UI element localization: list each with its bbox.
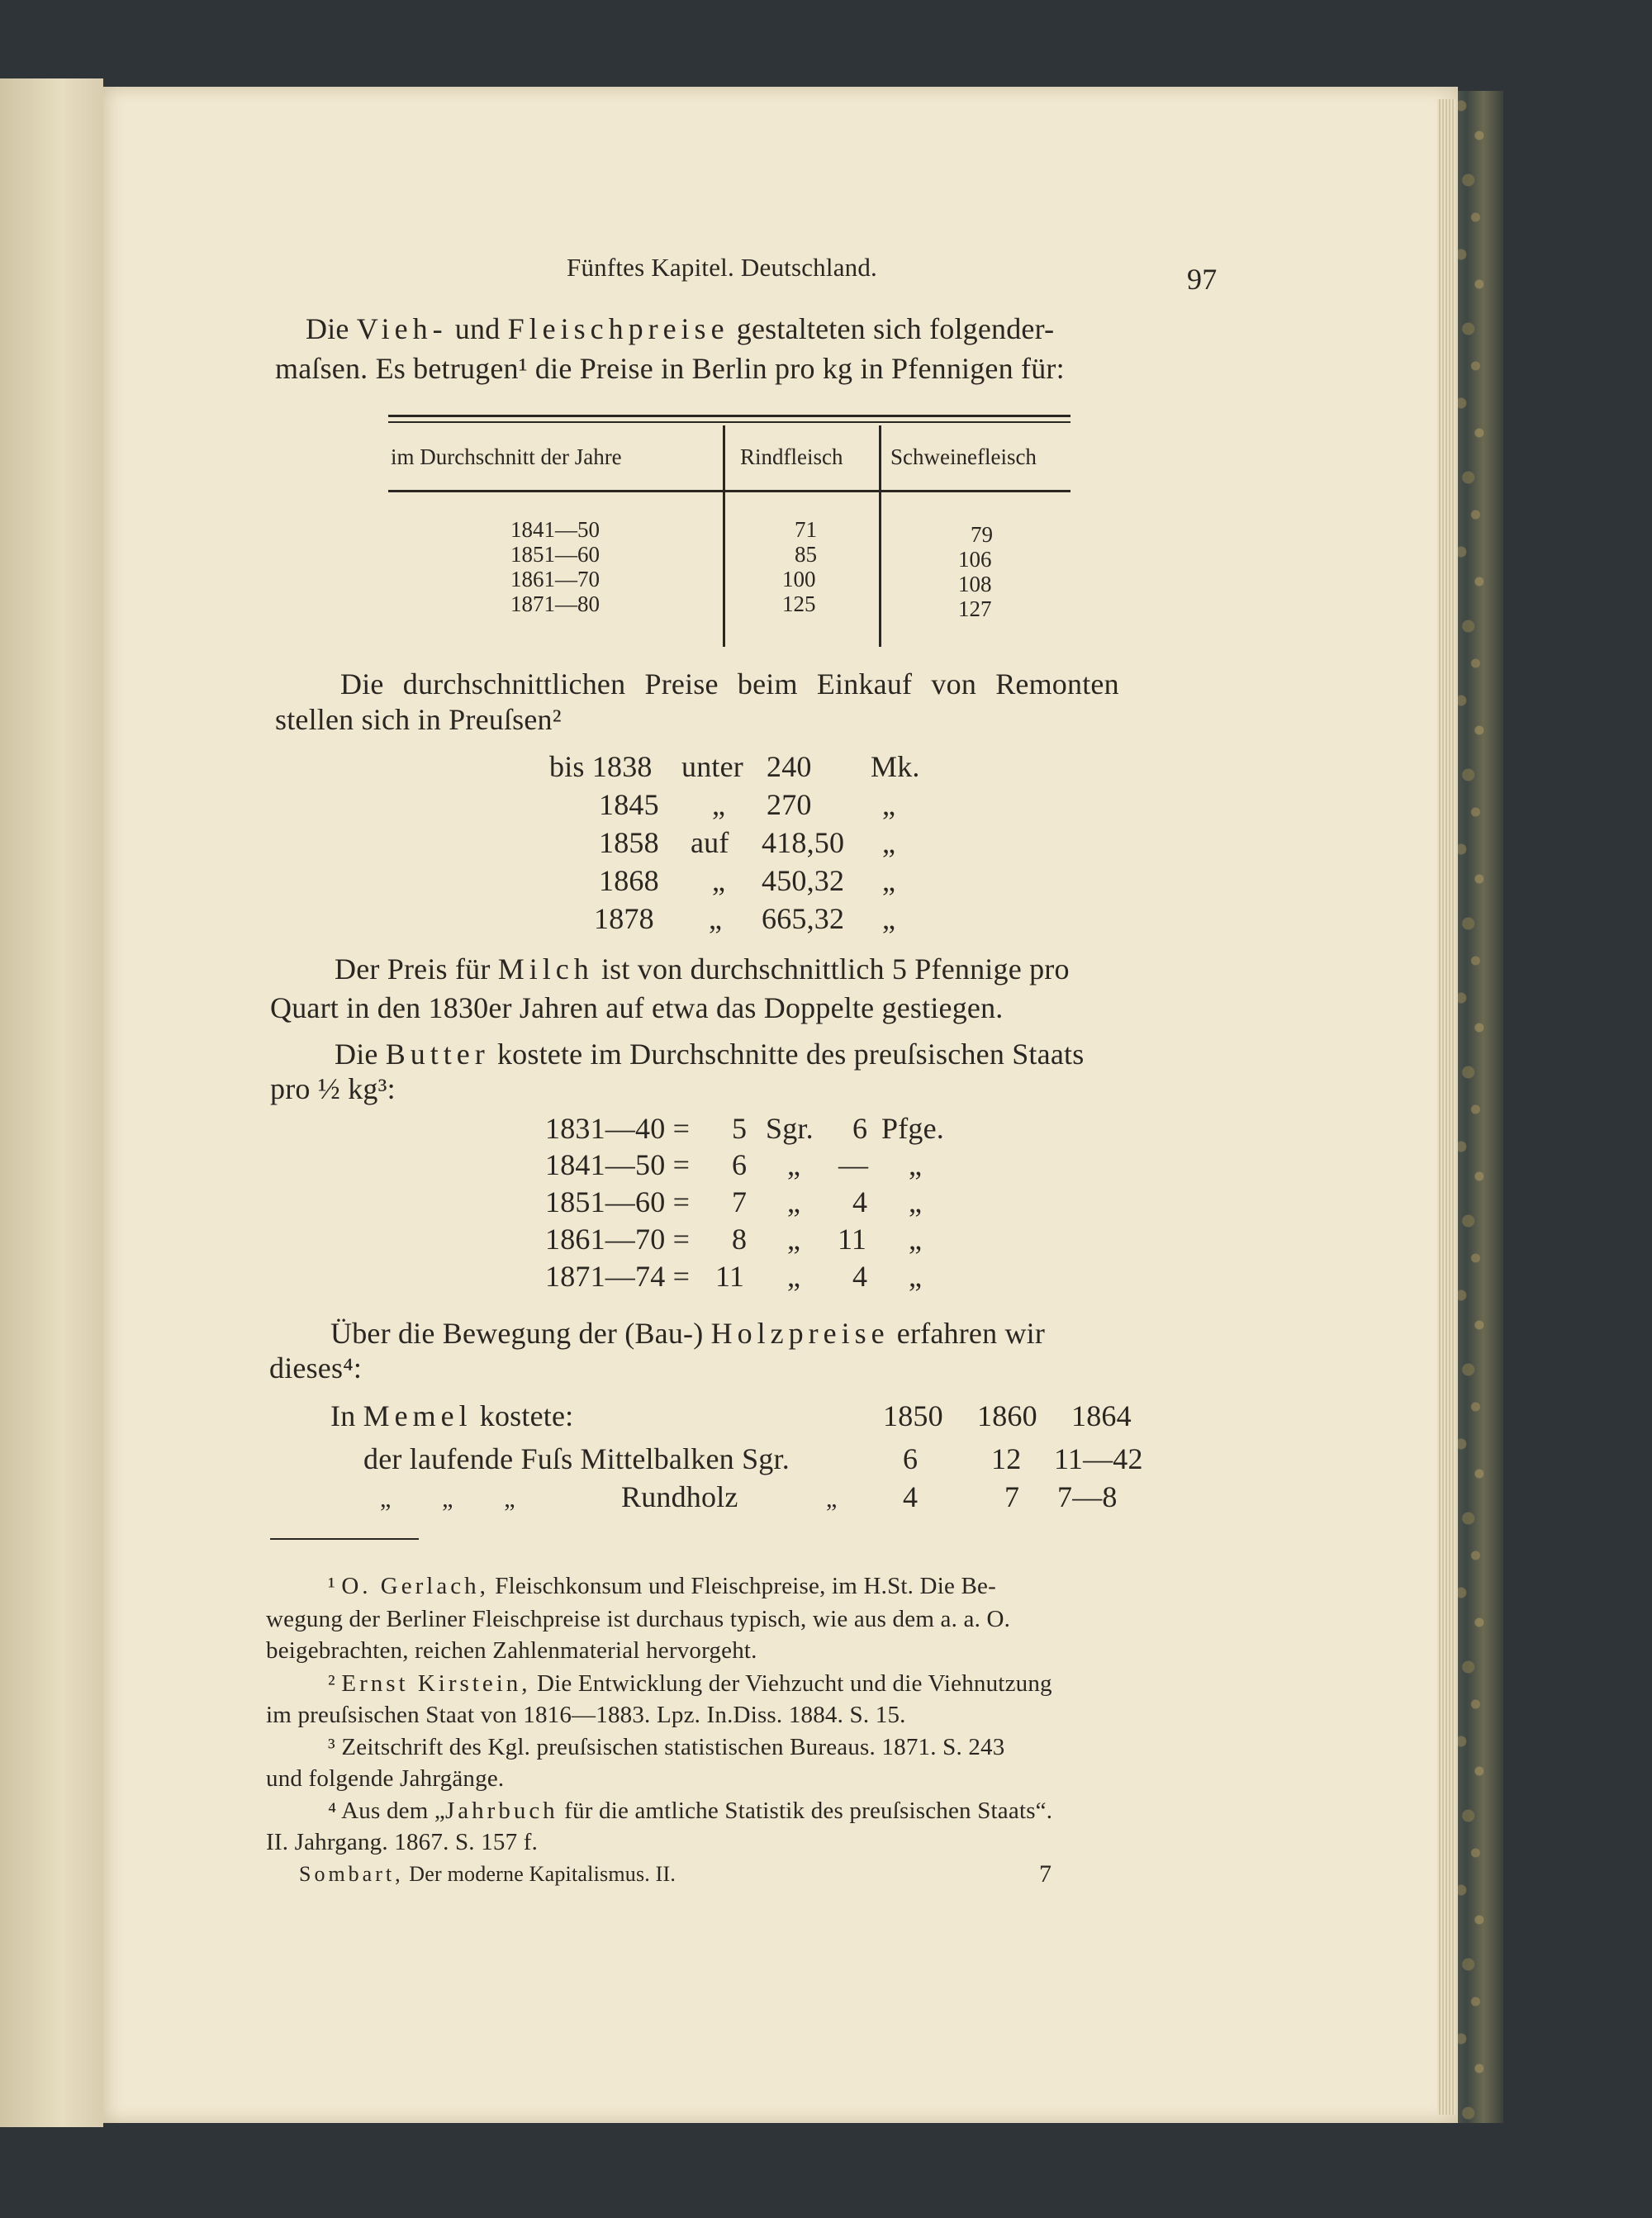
running-title: Fünftes Kapitel. Deutschland. xyxy=(567,253,877,282)
table-header: im Durchschnitt der Jahre xyxy=(391,444,622,469)
table-cell: 1871—80 xyxy=(510,591,600,616)
table-cell: 71 xyxy=(795,517,817,542)
table-header: Rindfleisch xyxy=(740,444,843,469)
signature-line: Sombart, Der moderne Kapitalismus. II. xyxy=(299,1862,676,1886)
table-cell: 108 xyxy=(958,572,992,596)
table-cell: 100 xyxy=(782,567,816,591)
milch-line-1: Der Preis für Milch ist von durchschnittlich 5 Pfennige pro xyxy=(335,952,1070,986)
intro-line-2: maſsen. Es betrugen¹ die Preise in Berlin pro kg in Pfennigen für: xyxy=(275,352,1065,385)
page-number: 97 xyxy=(1187,263,1218,296)
holz-line-1: Über die Bewegung der (Bau-) Holzpreise erfahren wir xyxy=(330,1317,1046,1350)
table-cell: 127 xyxy=(958,596,992,621)
sheet-signature: 7 xyxy=(1039,1860,1052,1888)
footnote-separator xyxy=(270,1538,419,1540)
left-page-edge xyxy=(0,78,103,2127)
intro-line-1: Die Vieh- und Fleischpreise gestalteten sich folgender- xyxy=(306,312,1055,345)
table-cell: 85 xyxy=(795,542,817,567)
table-cell: 1841—50 xyxy=(510,517,600,542)
table-cell: 125 xyxy=(782,591,816,616)
remonten-line-1: Die durchschnittlichen Preise beim Einkauf von Remonten xyxy=(340,667,1119,701)
table-cell: 1851—60 xyxy=(510,542,600,567)
milch-line-2: Quart in den 1830er Jahren auf etwa das Doppelte gestiegen. xyxy=(270,991,1004,1024)
butter-line-1: Die Butter kostete im Durchschnitte des preuſsischen Staats xyxy=(335,1038,1085,1071)
butter-line-2: pro ½ kg³: xyxy=(270,1072,396,1105)
holz-line-2: dieses⁴: xyxy=(269,1351,363,1384)
table-cell: 106 xyxy=(958,547,992,572)
table-cell: 1861—70 xyxy=(510,567,600,591)
page-stack-edge xyxy=(1437,99,1455,2115)
table-cell: 79 xyxy=(971,522,993,547)
table-header: Schweinefleisch xyxy=(890,444,1037,469)
remonten-line-2: stellen sich in Preuſsen² xyxy=(275,703,562,736)
